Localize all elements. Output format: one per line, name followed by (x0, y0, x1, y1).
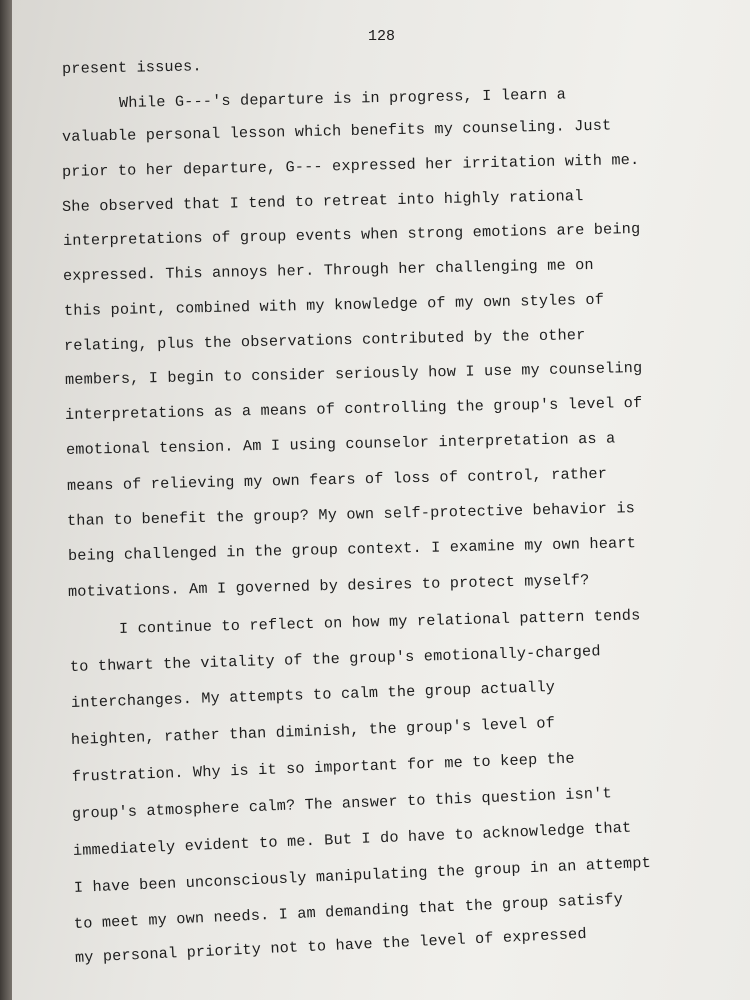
text-line: interpretations of group events when strong emotions are being (62, 219, 641, 250)
text-line: She observed that I tend to retreat into highly rational (61, 187, 584, 216)
text-line: to thwart the vitality of the group's emotionally-charged (69, 642, 601, 676)
text-line: emotional tension. Am I using counselor interpretation as a (65, 429, 616, 459)
text-line: to meet my own needs. I am demanding that the group satisfy (73, 890, 624, 933)
text-line: being challenged in the group context. I examine my own heart (67, 534, 637, 565)
text-line: group's atmosphere calm? The answer to this question isn't (71, 784, 613, 823)
text-line: I have been unconsciously manipulating the group in an attempt (73, 853, 652, 897)
text-line: valuable personal lesson which benefits my counseling. Just (61, 116, 612, 146)
text-line: my personal priority not to have the level of expressed (74, 924, 588, 967)
page-number: 128 (368, 28, 396, 45)
text-line: frustration. Why is it so important for me to keep the (71, 749, 575, 786)
text-line: present issues. (61, 57, 202, 78)
text-line: prior to her departure, G--- expressed her irritation with me. (61, 150, 640, 181)
text-line: While G---'s departure is in progress, I learn a (118, 85, 567, 112)
text-line: motivations. Am I governed by desires to protect myself? (67, 571, 590, 601)
document-page (12, 0, 750, 1000)
text-line: heighten, rather than diminish, the group's level of (70, 714, 556, 749)
text-line: this point, combined with my knowledge of my own styles of (63, 290, 605, 320)
text-line: members, I begin to consider seriously how I use my counseling (64, 358, 643, 389)
text-line: interchanges. My attempts to calm the group actually (70, 677, 556, 712)
text-line: than to benefit the group? My own self-protective behavior is (66, 499, 636, 530)
text-line: relating, plus the observations contributed by the other (63, 326, 586, 355)
text-line: expressed. This annoys her. Through her challenging me on (62, 255, 594, 285)
text-line: immediately evident to me. But I do have to acknowledge that (72, 818, 632, 860)
text-line: I continue to reflect on how my relational pattern tends (118, 606, 641, 638)
page-edge-shadow (0, 0, 12, 1000)
text-line: means of relieving my own fears of loss of control, rather (66, 464, 608, 495)
text-line: interpretations as a means of controlling the group's level of (64, 393, 643, 424)
